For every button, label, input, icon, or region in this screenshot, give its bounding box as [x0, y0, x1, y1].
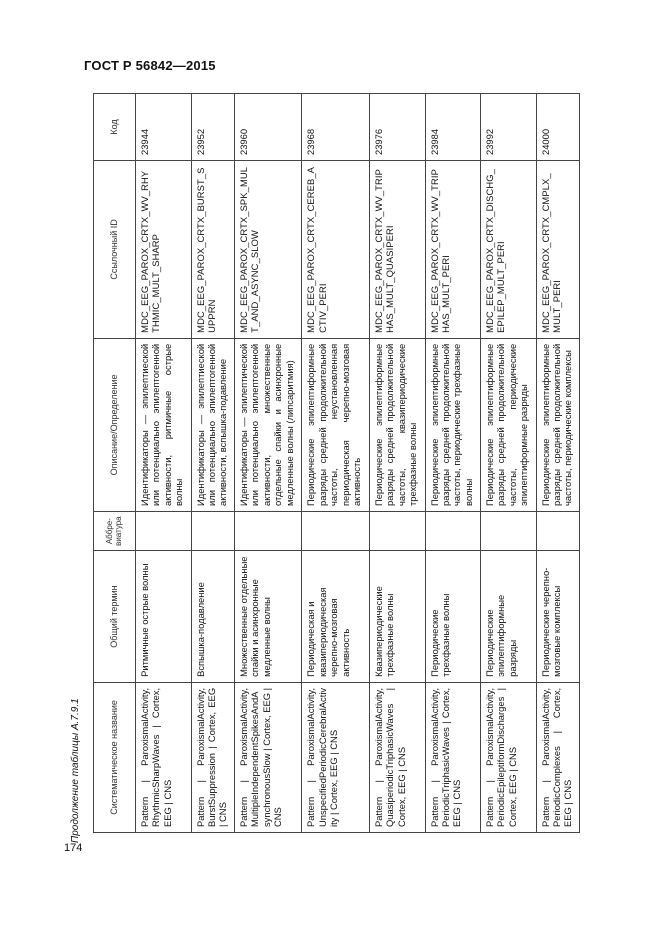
cell-common-term: Вспышка-подавление — [191, 551, 234, 683]
cell-description: Идентификаторы — эпилептиеской или потенциально эпилептогенной активности, ритмичные острые волны — [136, 338, 192, 511]
cell-common-term: Множественные отдельные спайки и асинхронные медленные волны — [234, 551, 302, 683]
cell-description: Идентификаторы — эпилептической или потенциально эпилептогенной активности, множественные отдельные спайки и асинхронные медленные волны (липсаритмия) — [234, 338, 302, 511]
column-header-code: Код — [94, 94, 136, 161]
table-row — [234, 94, 302, 833]
cell-code: 23968 — [302, 94, 370, 161]
cell-common-term: Ритмичные острые волны — [136, 551, 192, 683]
cell-code: 23960 — [234, 94, 302, 161]
page-number: 174 — [64, 842, 83, 854]
cell-reference-id: MDC_EEG_PAROX_CRTX_CEREB_ACTIV_PERI — [302, 161, 370, 339]
cell-systematic-name: Pattern | ParoxismalActivity, MultipleIndependentSpikesAndAsynchronousSlow | Cortex, EEG | CNS — [234, 682, 302, 832]
cell-common-term: Периодические черепно-мозговые комплексы — [536, 551, 579, 683]
cell-systematic-name: Pattern | ParoxismalActivity, PeriodicEpileptiformDischarges | Cortex, EEG | CNS — [481, 682, 537, 832]
table-row — [481, 94, 537, 833]
cell-common-term: Периодические трехфазные волны — [425, 551, 481, 683]
cell-common-term: Периодическая и квазипериодическая черепно-мозговая активность — [302, 551, 370, 683]
cell-reference-id: MDC_EEG_PAROX_CRTX_WV_RHYTHMIC_MULT_SHARP — [136, 161, 192, 339]
cell-abbreviation — [536, 512, 579, 551]
document-header: ГОСТ Р 56842—2015 — [84, 58, 216, 73]
cell-abbreviation — [481, 512, 537, 551]
cell-code: 23992 — [481, 94, 537, 161]
cell-systematic-name: Pattern | ParoxismalActivity, BurstSuppression | Cortex, EEG | CNS — [191, 682, 234, 832]
cell-description: Периодические эпилептиформные разряды средней продолжительной частоты, квазипериодические трехфазные волны — [370, 338, 426, 511]
cell-common-term: Периодические эпилептиформные разряды — [481, 551, 537, 683]
cell-reference-id: MDC_EEG_PAROX_CRTX_DISCHG_EPILEP_MULT_PERI — [481, 161, 537, 339]
table-header-row — [94, 94, 136, 833]
table-row — [370, 94, 426, 833]
cell-code: 23976 — [370, 94, 426, 161]
cell-reference-id: MDC_EEG_PAROX_CRTX_WV_TRIPHAS_MULT_QUASIPERI — [370, 161, 426, 339]
cell-abbreviation — [234, 512, 302, 551]
cell-reference-id: MDC_EEG_PAROX_CRTX_BURST_SUPPRN — [191, 161, 234, 339]
table-row — [302, 94, 370, 833]
cell-code: 23944 — [136, 94, 192, 161]
cell-systematic-name: Pattern | ParoxismalActivity, PeriodicComplexes | Cortex, EEG | CNS — [536, 682, 579, 832]
column-header-abbreviation: Аббре-виатура — [94, 512, 136, 551]
cell-code: 23952 — [191, 94, 234, 161]
table-caption: Продолжение таблицы А.7.9.1 — [70, 698, 81, 843]
cell-common-term: Квазипериодические трехфазные волны — [370, 551, 426, 683]
cell-systematic-name: Pattern | ParoxismalActivity, UnspecifiedPeriodicCerebralActivity | Cortex, EEG | CNS — [302, 682, 370, 832]
column-header-term: Общий термин — [94, 551, 136, 683]
cell-reference-id: MDC_EEG_PAROX_CRTX_SPK_MULT_AND_ASYNC_SLOW — [234, 161, 302, 339]
column-header-reference-id: Ссылочный ID — [94, 161, 136, 339]
cell-systematic-name: Pattern | ParoxismalActivity, RhythmicSharpWaves | Cortex, EEG | CNS — [136, 682, 192, 832]
cell-description: Периодические эпилептиформные разряды средней продолжительной частоты, неустановленная периодическая черепно-мозговая активность — [302, 338, 370, 511]
rotated-table-container — [93, 93, 580, 833]
cell-code: 24000 — [536, 94, 579, 161]
table-row — [191, 94, 234, 833]
cell-systematic-name: Pattern | ParoxismalActivity, QuasiperiodicTriphasicWaves | Cortex, EEG | CNS — [370, 682, 426, 832]
cell-reference-id: MDC_EEG_PAROX_CRTX_CMPLX_MULT_PERI — [536, 161, 579, 339]
cell-code: 23984 — [425, 94, 481, 161]
cell-reference-id: MDC_EEG_PAROX_CRTX_WV_TRIPHAS_MULT_PERI — [425, 161, 481, 339]
cell-abbreviation — [302, 512, 370, 551]
cell-description: Периодические эпилептиформные разряды средней продолжительной частоты, периодические эпилептиформные разряды — [481, 338, 537, 511]
cell-abbreviation — [425, 512, 481, 551]
cell-description: Периодические эпилептиформные разряды средней продолжительной частоты, периодические трехфазные волны — [425, 338, 481, 511]
cell-abbreviation — [136, 512, 192, 551]
cell-abbreviation — [191, 512, 234, 551]
table-row — [136, 94, 192, 833]
cell-abbreviation — [370, 512, 426, 551]
table-row — [425, 94, 481, 833]
column-header-systematic: Систематическое название — [94, 682, 136, 832]
column-header-description: Описание/Определение — [94, 338, 136, 511]
terms-table — [93, 93, 580, 833]
cell-systematic-name: Pattern | ParoxismalActivity, PeriodicTriphasicWaves | Cortex, EEG | CNS — [425, 682, 481, 832]
table-row — [536, 94, 579, 833]
cell-description: Периодические эпилептиформные разряды средней продолжительной частоты, периодические комплексы — [536, 338, 579, 511]
cell-description: Идентификаторы — эпилептиеской или потенциально эпилептогенной активности, вспышка-подавление — [191, 338, 234, 511]
